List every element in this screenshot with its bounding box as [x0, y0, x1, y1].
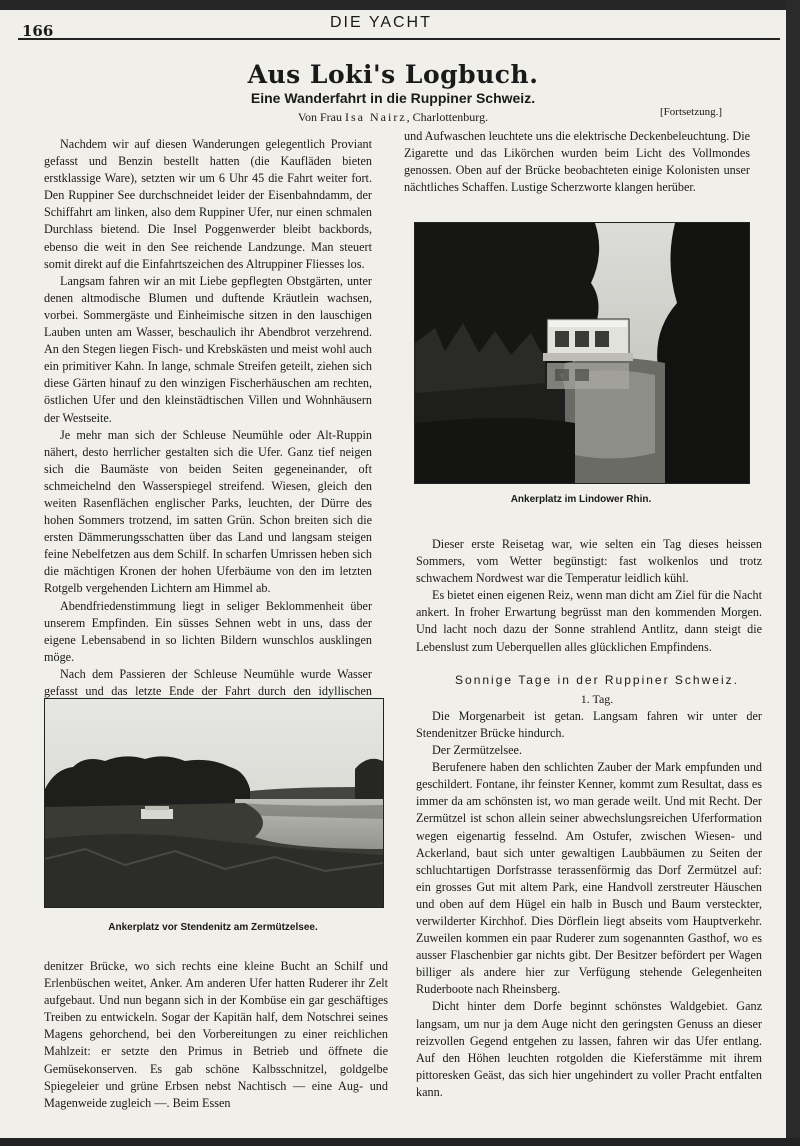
section-title: Sonnige Tage in der Ruppiner Schweiz. — [455, 672, 739, 687]
article-subtitle: Eine Wanderfahrt in die Ruppiner Schweiz. — [250, 90, 536, 106]
left-photo-caption: Ankerplatz vor Stendenitz am Zermützelsee. — [108, 922, 318, 933]
byline-suffix: , Charlottenburg. — [406, 110, 489, 124]
paragraph: Langsam fahren wir an mit Liebe gepflegten Obstgärten, unter denen altmodische Blumen und duftende Kräutlein wachsen, vorbei. Sommergäste und Einheimische sitzen in den lauschigen Lauben unten am Wasser, beschaulich ihr Abendbrot verzehrend. An den Stegen liegen Fisch- und Krebskästen und meist wohl auch ein primitiver Kahn. In lange, schmale Streifen geteilt, ziehen sich diese Gärten hinauf zu den winzigen Fischerhäuschen am rechten, östlichen Ufer und den kleinstädtischen Villen und Wohnhäusern der Westseite. — [44, 273, 372, 425]
paragraph: Berufenere haben den schlichten Zauber der Mark empfunden und geschildert. Fontane, ihr feinster Kenner, kommt zum Resultat, dass es immer da am schönsten ist, wo man gerade weilt. Und mit Recht. Der Zermützel ist schon allein seiner abwechslungsreichen Uferformation wegen eigenartig fesselnd. Am Ostufer, zwischen Wiesen- und Ackerland, baut sich unter gewaltigen Laubbäumen zu Seiten der schluchtartigen Dorfstrasse terassenförmig das Dorf Zermützel auf: ein grosses Gut mit altem Park, eine Handvoll zerstreuter Häuschen und oben auf dem Hügel ein halb in Busch und Baum versteckter, verwilderter Kirchhof. Dies Dörflein liegt abseits vom Hauptverkehr. Zuweilen kommen ein paar Ruderer zum sogenannten Gasthof, wo es ausser Flaschenbier gar nichts gibt. Der Besitzer befördert per Wagen billiger als andere hier zur Verfügung stehende Gelegenheiten Ruderboote nach Rheinsberg. — [416, 760, 762, 997]
scan-edge-bottom — [0, 1138, 800, 1146]
scan-edge-top — [0, 0, 800, 10]
header-rule — [18, 38, 780, 40]
right-column-bottom — [416, 536, 762, 1101]
paragraph: Es bietet einen eigenen Reiz, wenn man dicht am Ziel für die Nacht ankert. In froher Erwartung begrüsst man den kommenden Morgen. Und lacht noch dazu der Sonne strahlend Antlitz, dann steigt die Lebenslust zum Ueberquellen alles glücklichen Empfindens. — [416, 588, 762, 654]
paragraph: Dieser erste Reisetag war, wie selten ein Tag dieses heissen Sommers, vom Wetter begünstigt: fast wolkenlos und trotz schwachem Nordwest war die Temperatur leidlich kühl. — [416, 537, 762, 586]
paragraph: Nachdem wir auf diesen Wanderungen gelegentlich Proviant gefasst und Benzin bestellt hatten (die Kaufläden bieten erstklassige Ware), setzten wir um 6 Uhr 45 die Fahrt weiter fort. Den Ruppiner See durchschneidet leider der Eisenbahndamm, der Schiffahrt am linken, also dem Ruppiner Ufer, nur einen schmalen Durchlass bietend. Die Insel Poggenwerder bleibt backbords, ebenso die weit in den See reichende Landzunge. Man steuert somit direkt auf die Einfahrtszeichen des Altruppiner Fliesses los. — [44, 137, 372, 271]
scan-edge-right — [786, 0, 800, 1146]
right-column-top — [404, 128, 750, 196]
photo-lindower-rhin-anchorage — [414, 222, 750, 484]
paragraph: Der Zermützelsee. — [432, 743, 523, 758]
continuation-note: [Fortsetzung.] — [660, 106, 723, 118]
byline-prefix: Von Frau — [297, 110, 346, 124]
paragraph: Je mehr man sich der Schleuse Neumühle oder Alt-Ruppin nähert, desto herrlicher gestalten sich die Ufer. Ganz tief neigen sich die Baumäste von beiden Seiten gegeneinander, oft schmeichelnd den Wasserspiegel streifend. Wiesen, gleich den weiten Rasenflächen englischer Parks, leuchten, der Dürre des hohen Sommers trotzend, im satten Grün. Schon breiten sich die ersten Dämmerungsschatten über das Land und langsam steigen feine Nebelfetzen aus dem Schilf. In scharfen Umrissen heben sich die mächtigen Kronen der hohen Uferbäume von den im letzten Rotgelb vergehenden Lichtern am Himmel ab. — [44, 427, 372, 596]
chapter-heading: 1. Tag. — [580, 691, 614, 706]
photo-stendenitz-anchorage — [44, 698, 384, 908]
paragraph: Nach dem Passieren der Schleuse Neumühle wurde Wasser gefasst und das letzte Ende der Fahrt durch den idyllischen — [44, 666, 372, 698]
lake-landscape-image — [45, 699, 383, 907]
paragraph: und Aufwaschen leuchtete uns die elektrische Deckenbeleuchtung. Die Zigarette und das Likörchen wurden beim Licht des Vollmondes genossen. Oben auf der Brücke beobachteten einige Kolonisten unser nächtliches Schaffen. Lustige Scherzworte klangen herüber. — [404, 129, 750, 195]
article-title: Aus Loki's Logbuch. — [247, 60, 539, 89]
left-column-top — [44, 136, 372, 734]
paragraph: denitzer Brücke, wo sich rechts eine kleine Bucht an Schilf und Erlenbüschen weitet, Anker. Am anderen Ufer hatten Ruderer ihr Zelt aufgebaut. Und nun begann sich in der Kombüse ein gar geschäftiges Treiben zu entwickeln. Sogar der Kapitän half, dem Notschrei seines Magens gehorchend, bei den Vorbereitungen zu einer reichlichen Mahlzeit: er setzte den Primus in Betrieb und öffnete die Gemüsekonserven. Es gab schöne Kalbsschnitzel, goldgelbe Spiegeleier und grüne Erbsen nebst Nachtisch — eine Aug- und Magenweide zugleich —. Beim Essen — [44, 959, 388, 1110]
left-column-bottom — [44, 958, 388, 1112]
page-number: 166 — [22, 22, 54, 40]
paragraph: Die Morgenarbeit ist getan. Langsam fahren wir unter der Stendenitzer Brücke hindurch. — [416, 708, 762, 740]
running-title: DIE YACHT — [330, 14, 432, 31]
right-photo-caption: Ankerplatz im Lindower Rhin. — [510, 494, 652, 505]
river-boat-image — [415, 223, 749, 483]
byline-author: Isa Nairz — [345, 110, 407, 124]
paragraph: Dicht hinter dem Dorfe beginnt schönstes Waldgebiet. Ganz langsam, um nur ja dem Auge nicht den geringsten Genuss an dieser reizvollen Gegend entgehen zu lassen, fahren wir das Ufer entlang. Auf den Höhen leuchten rotgolden die Kieferstämme mit ihrem pittoresken Geäst, das sich hier ungehindert zu voller Pracht entfalten kann. — [416, 999, 762, 1099]
paragraph: Abendfriedenstimmung liegt in seliger Beklommenheit über unserem Empfinden. Ein süsses Sehnen webt in uns, dass der eigene Lebensabend in so lichten Bildern wunschlos ausklingen möge. — [44, 598, 372, 664]
